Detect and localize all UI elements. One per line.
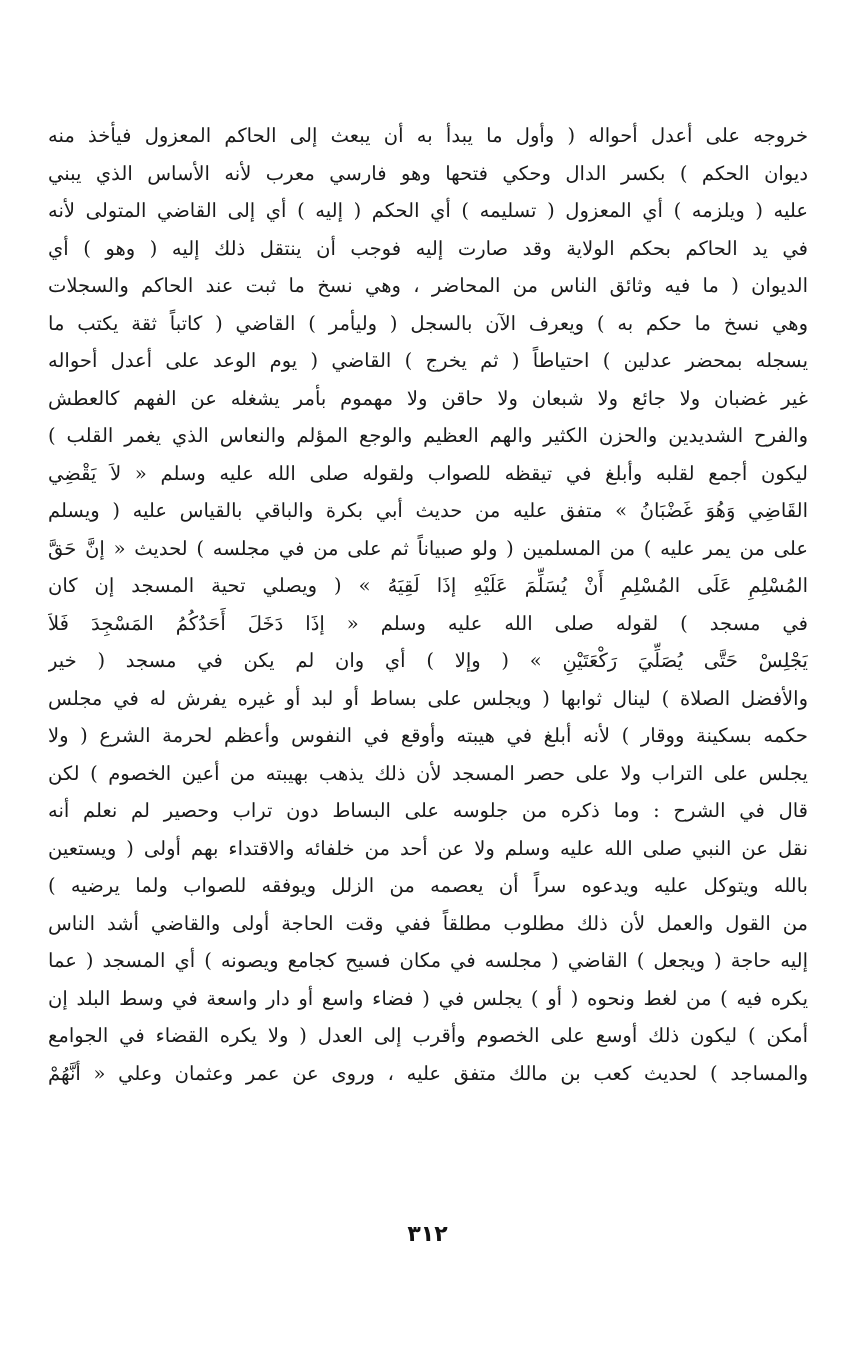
text-line-23: إليه حاجة ( ويجعل ) القاضي ( مجلسه في مكان فسيح كجامع ويصونه ) أي المسجد ( عما: [48, 949, 808, 972]
text-line-3: عليه ( ويلزمه ) أي المعزول ( تسليمه ) أي الحكم ( إليه ) أي إلى القاضي المتولى لأنه: [48, 199, 808, 222]
text-line-2: ديوان الحكم ) بكسر الدال وحكي فتحها وهو فارسي معرب لأنه الأساس الذي يبني: [48, 161, 808, 185]
text-line-1: خروجه على أعدل أحواله ( وأول ما يبدأ به أن يبعث إلى الحاكم المعزول فيأخذ منه: [48, 124, 808, 147]
text-line-6: وهي نسخ ما حكم به ) ويعرف الآن بالسجل ( وليأمر ) القاضي ( كاتباً ثقة يكتب ما: [48, 311, 808, 335]
text-line-26: والمساجد ) لحديث كعب بن مالك متفق عليه ، وروى عن عمر وعثمان وعلي « أنَّهُمْ: [48, 1061, 808, 1085]
text-line-9: والفرح الشديدين والحزن الكثير والهم العظيم والوجع المؤلم والنعاس الذي يغمر القلب ): [48, 424, 808, 447]
text-line-13: المُسْلِمِ عَلَى المُسْلِمِ أَنْ يُسَلِّمَ عَلَيْهِ إذَا لَقِيَهُ » ( ويصلي تحية المسجد إن كان: [48, 574, 808, 597]
text-line-15: يَجْلِسْ حَتَّى يُصَلِّيَ رَكْعَتَيْنِ » ( وإلا ) أي وان لم يكن في مسجد ( خير: [48, 649, 808, 672]
text-line-8: غير غضبان ولا جائع ولا شبعان ولا حاقن ولا مهموم بأمر يشغله عن الفهم كالعطش: [48, 386, 808, 410]
text-line-10: ليكون أجمع لقلبه وأبلغ في تيقظه للصواب ولقوله صلى الله عليه وسلم « لاَ يَقْضِي: [48, 461, 808, 485]
text-line-12: على من يمر عليه ) من المسلمين ( ولو صبياناً ثم على من في مجلسه ) لحديث « إنَّ حَقَّ: [48, 536, 808, 560]
text-line-19: قال في الشرح : وما ذكره من جلوسه على البساط دون تراب وحصير لم نعلم أنه: [48, 799, 808, 822]
text-line-5: الديوان ( ما فيه وثائق الناس من المحاضر ، وهي نسخ ما ثبت عند الحاكم والسجلات: [48, 274, 808, 297]
text-line-21: بالله ويتوكل عليه ويدعوه سراً أن يعصمه من الزلل ويوفقه للصواب ولما يرضيه ): [48, 874, 808, 897]
text-line-17: حكمه بسكينة ووقار ) لأنه أبلغ في هيبته وأوقع في النفوس وأعظم لحرمة الشرع ( ولا: [48, 724, 808, 747]
text-line-18: يجلس على التراب ولا على حصر المسجد لأن ذلك يذهب بهيبته من أعين الخصوم ) لكن: [48, 761, 808, 785]
text-line-14: في مسجد ) لقوله صلى الله عليه وسلم « إذَا دَخَلَ أَحَدُكُمُ المَسْجِدَ فَلاَ: [48, 611, 808, 635]
text-line-20: نقل عن النبي صلى الله عليه وسلم ولا عن أحد من خلفائه والاقتداء بهم أولى ( ويستعين: [48, 836, 808, 860]
text-line-16: والأفضل الصلاة ) لينال ثوابها ( ويجلس على بساط أو لبد أو غيره يفرش له في مجلس: [48, 686, 808, 710]
page-number: ٣١٢: [407, 1222, 448, 1247]
text-line-11: القَاضِي وَهُوَ غَضْبَانُ » متفق عليه من حديث أبي بكرة والباقي بالقياس عليه ( ويسلم: [48, 499, 808, 522]
body-text: [48, 117, 808, 1092]
text-line-25: أمكن ) ليكون ذلك أوسع على الخصوم وأقرب إلى العدل ( ولا يكره القضاء في الجوامع: [48, 1024, 808, 1047]
text-line-24: يكره فيه ) من لغط ونحوه ( أو ) يجلس في ( فضاء واسع أو دار واسعة في وسط البلد إن: [48, 986, 808, 1010]
text-line-4: في يد الحاكم بحكم الولاية وقد صارت إليه فوجب أن ينتقل ذلك إليه ( وهو ) أي: [48, 236, 808, 260]
text-line-22: من القول والعمل لأن ذلك مطلوب مطلقاً ففي وقت الحاجة أولى والقاضي أشد الناس: [48, 911, 808, 935]
text-line-7: يسجله بمحضر عدلين ) احتياطاً ( ثم يخرج ) القاضي ( يوم الوعد على أعدل أحواله: [48, 349, 808, 372]
